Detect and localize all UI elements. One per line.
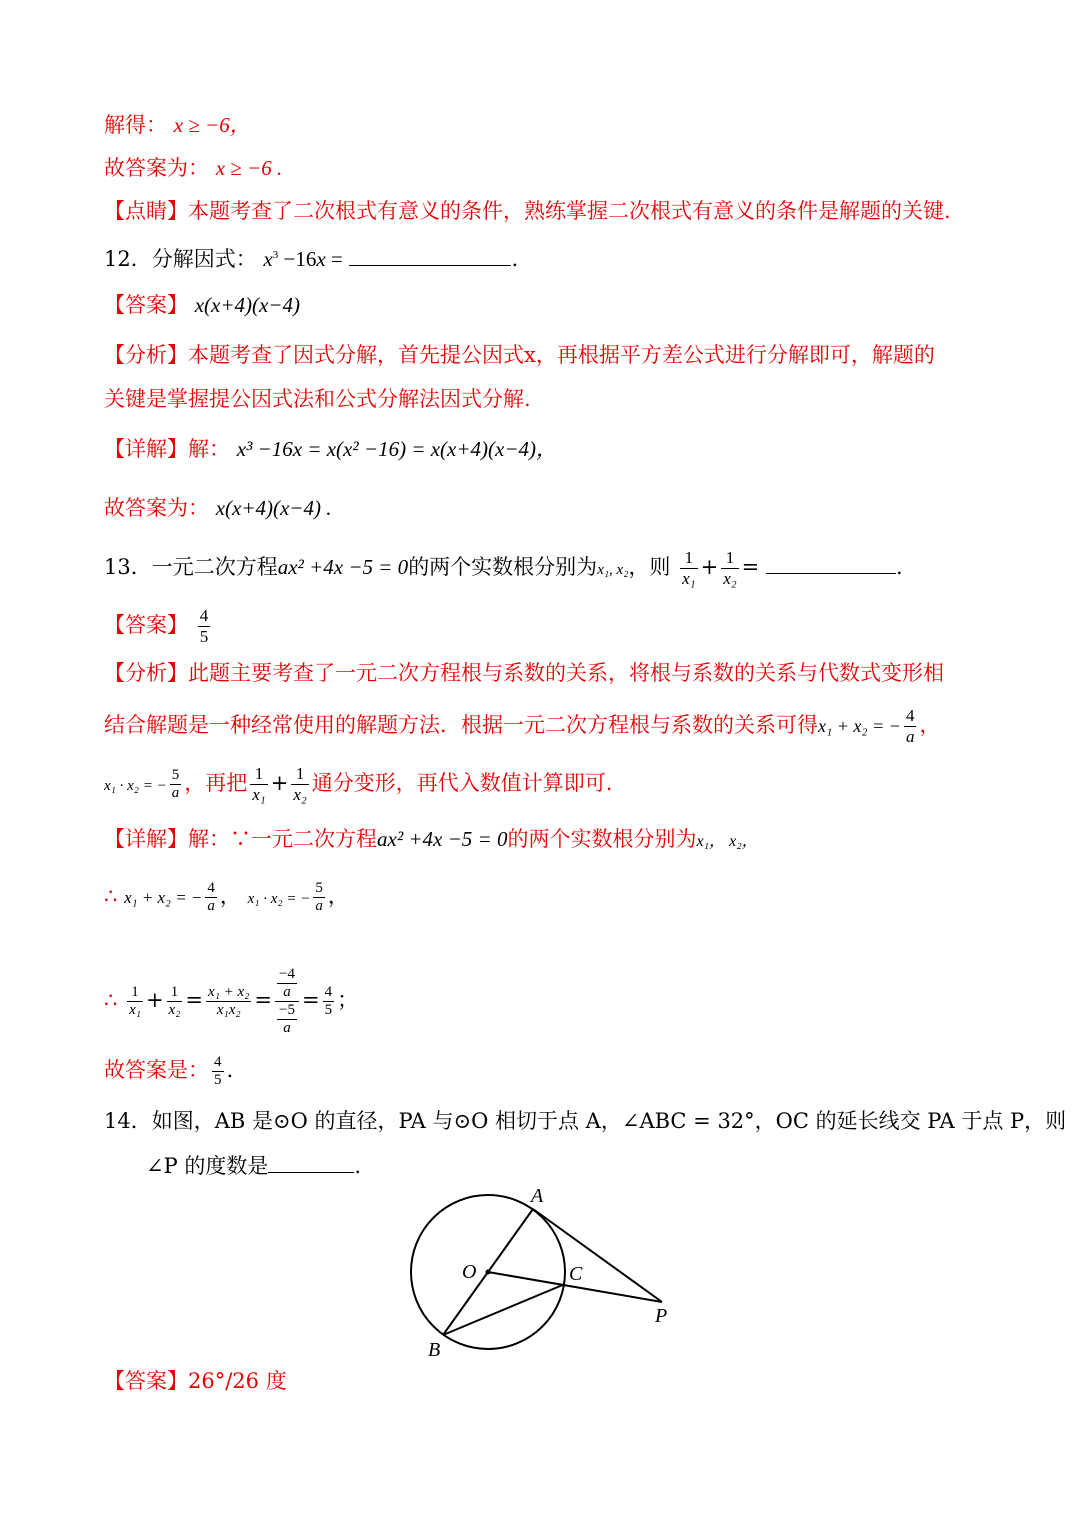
label: 【详解】解：∵一元二次方程 — [104, 827, 377, 851]
product-relation: x₁ · x₂ = − — [104, 778, 167, 794]
comma: ， — [219, 884, 241, 908]
answer-line-12 — [104, 493, 331, 523]
question-12-prefix: 12．分解因式： — [104, 247, 257, 271]
question-12 — [104, 240, 518, 274]
analysis-13-line-3 — [104, 764, 612, 805]
answer-14 — [104, 1366, 287, 1396]
detail-12 — [104, 434, 557, 464]
label: 解得： — [104, 113, 167, 137]
label-b: B — [428, 1339, 441, 1361]
detail-13-mid: 的两个实数根分别为 — [507, 827, 697, 851]
question-12-expr: $x^3 -16x$ = — [263, 247, 343, 271]
geometry-figure — [400, 1180, 700, 1365]
solution-line-1 — [104, 110, 251, 140]
question-13-roots: x₁, x₂ — [597, 562, 629, 578]
label: 【答案】 — [104, 613, 188, 637]
analysis-13-line-1: 【分析】此题主要考查了一元二次方程根与系数的关系，将根与系数的关系与代数式变形相 — [104, 661, 944, 685]
label: 故答案是： — [104, 1058, 209, 1082]
fraction-5-over-a: $\frac{5}{a}$ — [171, 767, 180, 801]
question-14-line-1: 14．如图，AB 是⊙O 的直径，PA 与⊙O 相切于点 A，∠ABC = 32°，OC 的延长线交 PA 于点 P，则 — [104, 1109, 1067, 1133]
plus: + — [145, 988, 164, 1012]
answer-13-fraction: $\frac{4}{5}$ — [199, 606, 209, 646]
analysis-13-mid: ，再把 — [184, 771, 248, 795]
period: . — [226, 1058, 234, 1082]
equals: = — [185, 988, 204, 1012]
label-c: C — [569, 1263, 583, 1285]
answer-line-11 — [104, 153, 282, 183]
answer-14-value: 26°/26 度 — [188, 1369, 287, 1393]
analysis-12-line-1: 【分析】本题考查了因式分解，首先提公因式x，再根据平方差公式进行分解即可，解题的 — [104, 343, 935, 367]
comment-line-11: 【点睛】本题考查了二次根式有意义的条件，熟练掌握二次根式有意义的条件是解题的关键. — [104, 199, 951, 223]
equals: = — [741, 555, 760, 579]
period: . — [895, 555, 903, 579]
semicolon: ； — [337, 988, 359, 1012]
analysis-13-text: 结合解题是一种经常使用的解题方法．根据一元二次方程根与系数的关系可得 — [104, 713, 818, 737]
label-a: A — [531, 1185, 544, 1207]
equals: = — [254, 988, 273, 1012]
question-14-text: ∠P 的度数是 — [146, 1154, 269, 1178]
answer-13 — [104, 606, 213, 647]
inequality: x ≥ −6 . — [215, 156, 283, 180]
comma: ， — [919, 713, 941, 737]
label: 故答案为： — [104, 496, 209, 520]
detail-13-equation: ax² +4x −5 = 0 — [377, 827, 508, 851]
answer-line-13 — [104, 1054, 233, 1089]
fraction-1-over-x1: $\frac{1}{\text{x₁}}$ — [682, 548, 696, 588]
comma: ， — [327, 884, 349, 908]
question-13-equation: ax² +4x −5 = 0 — [277, 555, 409, 579]
fraction-sum-over-product: $\frac{\text{x₁ + x₂}}{\text{x₁x₂}}$ — [208, 984, 250, 1018]
detail-13-step-2 — [104, 966, 358, 1037]
center-point — [486, 1270, 491, 1275]
inequality: x ≥ −6， — [173, 113, 251, 137]
equals: = — [301, 988, 320, 1012]
fraction-4-over-a: $\frac{4}{a}$ — [207, 880, 215, 914]
fraction-5-over-a: $\frac{5}{a}$ — [315, 880, 323, 914]
therefore-symbol: ∴ — [104, 988, 118, 1012]
fraction-1-over-x2: $\frac{1}{\text{x₂}}$ — [723, 548, 737, 588]
question-14-line-2 — [146, 1150, 361, 1181]
question-13-mid: 的两个实数根分别为 — [408, 555, 598, 579]
answer-blank — [268, 1150, 354, 1173]
plus: + — [270, 771, 289, 795]
detail-13 — [104, 824, 758, 857]
label-p: P — [655, 1305, 668, 1327]
period: . — [511, 247, 519, 271]
detail-13-step-1 — [104, 880, 349, 915]
question-13-then: ，则 — [628, 555, 671, 579]
fraction-4-over-5: $\frac{4}{5}$ — [324, 984, 333, 1018]
detail-13-roots: x₁， x₂， — [696, 833, 758, 850]
fraction-1-over-x1: $\frac{1}{\text{x₁}}$ — [129, 984, 141, 1018]
sum-relation: x₁ + x₂ = − — [818, 716, 901, 736]
answer-blank — [766, 551, 896, 574]
sum-relation: x₁ + x₂ = − — [124, 888, 203, 907]
label: 【答案】 — [104, 293, 188, 317]
question-13 — [104, 548, 903, 589]
product-relation: x₁ · x₂ = − — [247, 891, 311, 907]
tangent-pa — [533, 1209, 662, 1302]
analysis-13-line-2 — [104, 706, 940, 747]
fraction-1-over-x2: $\frac{1}{\text{x₂}}$ — [293, 764, 307, 804]
detail-12-expr: x³ −16x = x(x² −16) = x(x+4)(x−4)， — [236, 437, 558, 461]
answer-12 — [104, 290, 300, 320]
answer-line-12-expr: x(x+4)(x−4) . — [215, 496, 332, 520]
fraction-1-over-x2: $\frac{1}{\text{x₂}}$ — [168, 984, 181, 1018]
label: 故答案为： — [104, 156, 209, 180]
fraction-1-over-x1: $\frac{1}{\text{x₁}}$ — [252, 764, 266, 804]
fraction-4-over-5: $\frac{4}{5}$ — [214, 1054, 222, 1088]
fraction-4-over-a: $\frac{4}{a}$ — [905, 706, 915, 746]
period: . — [354, 1154, 362, 1178]
compound-fraction: $\frac{\frac{-4}{a}}{\frac{-5}{a}}$ — [275, 966, 299, 1037]
label: 【详解】解： — [104, 437, 230, 461]
therefore-symbol: ∴ — [104, 884, 118, 908]
answer-12-expr: x(x+4)(x−4) — [194, 293, 300, 317]
label: 【答案】 — [104, 1369, 188, 1393]
question-13-prefix: 13．一元二次方程 — [104, 555, 278, 579]
answer-blank — [349, 243, 511, 266]
analysis-13-end: 通分变形，再代入数值计算即可. — [311, 771, 613, 795]
plus: + — [700, 555, 719, 579]
label-o: O — [462, 1261, 477, 1283]
analysis-12-line-2: 关键是掌握提公因式法和公式分解法因式分解. — [104, 387, 531, 411]
